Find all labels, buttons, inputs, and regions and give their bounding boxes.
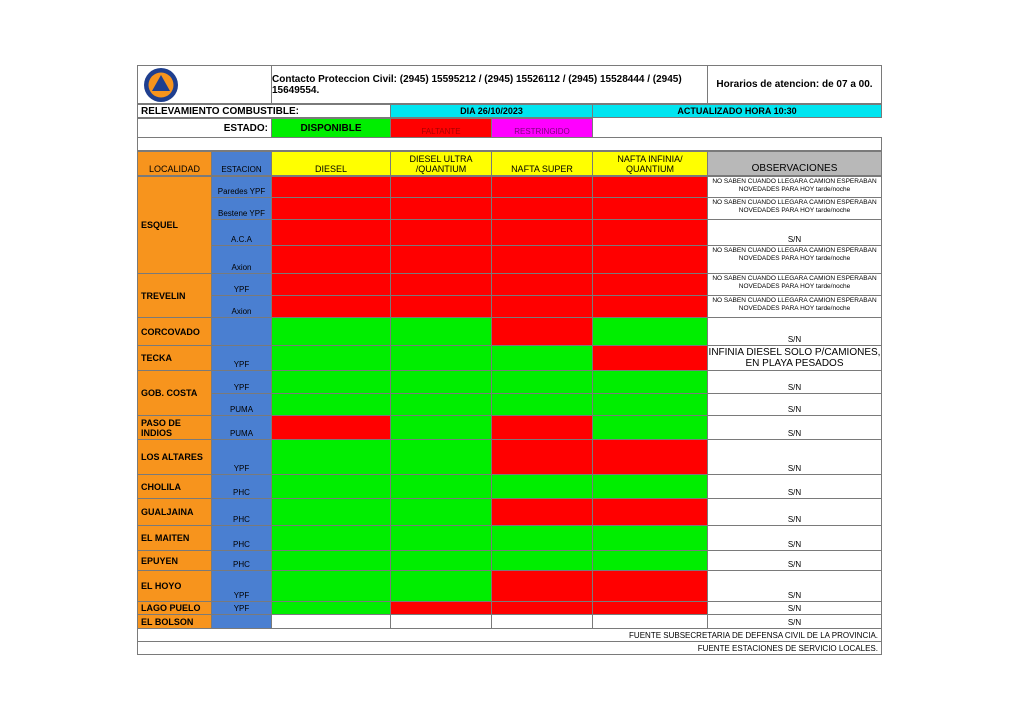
status-cell-missing <box>491 197 593 220</box>
proteccion-civil-logo <box>137 65 272 104</box>
locality-cell: EPUYEN <box>137 550 212 571</box>
status-cell-available <box>390 393 492 416</box>
status-cell-missing <box>271 415 391 440</box>
status-cell-missing <box>271 176 391 198</box>
status-cell-available <box>390 317 492 346</box>
status-cell-missing <box>271 197 391 220</box>
footer-source-1: FUENTE SUBSECRETARIA DE DEFENSA CIVIL DE LA PROVINCIA. <box>137 628 882 642</box>
status-cell-missing <box>491 570 593 602</box>
status-cell-available <box>491 550 593 571</box>
status-cell-missing <box>592 498 708 526</box>
locality-cell: EL HOYO <box>137 570 212 602</box>
status-cell-missing <box>491 601 593 615</box>
status-cell-missing <box>592 295 708 318</box>
col-observations: OBSERVACIONES <box>707 151 882 176</box>
station-cell: A.C.A <box>211 219 272 246</box>
station-cell: YPF <box>211 273 272 296</box>
proteccion-civil-logo-icon <box>138 66 184 104</box>
observation-cell: S/N <box>707 474 882 499</box>
contact-info: Contacto Proteccion Civil: (2945) 15595212 / (2945) 15526112 / (2945) 15528444 / (2945) 15649554. <box>271 65 708 104</box>
col-station: ESTACION <box>211 151 272 176</box>
locality-cell: EL BOLSON <box>137 614 212 629</box>
status-cell-available <box>390 525 492 551</box>
locality-cell: GOB. COSTA <box>137 370 212 416</box>
status-cell-available <box>592 550 708 571</box>
observation-cell: S/N <box>707 498 882 526</box>
observation-cell: S/N <box>707 525 882 551</box>
observation-cell: S/N <box>707 570 882 602</box>
locality-cell: TREVELIN <box>137 273 212 318</box>
station-cell: YPF <box>211 570 272 602</box>
status-cell-none <box>390 614 492 629</box>
status-cell-available <box>271 570 391 602</box>
status-cell-available <box>271 317 391 346</box>
locality-cell: TECKA <box>137 345 212 371</box>
legend-label: ESTADO: <box>137 118 272 138</box>
status-cell-available <box>390 474 492 499</box>
locality-cell: LOS ALTARES <box>137 439 212 475</box>
col-diesel: DIESEL <box>271 151 391 176</box>
observation-cell: S/N <box>707 601 882 615</box>
status-cell-available <box>491 345 593 371</box>
spacer-row <box>137 137 882 151</box>
observation-cell: NO SABEN CUANDO LLEGARA CAMION ESPERABAN NOVEDADES PARA HOY tarde/noche <box>707 176 882 198</box>
updated-label: ACTUALIZADO HORA 10:30 <box>592 104 882 118</box>
station-cell: PHC <box>211 550 272 571</box>
status-cell-available <box>271 370 391 394</box>
status-cell-missing <box>491 245 593 274</box>
status-cell-missing <box>491 498 593 526</box>
status-cell-missing <box>592 439 708 475</box>
observation-cell: S/N <box>707 393 882 416</box>
status-cell-available <box>271 345 391 371</box>
observation-cell: S/N <box>707 415 882 440</box>
observation-cell: S/N <box>707 550 882 571</box>
status-cell-none <box>491 614 593 629</box>
locality-cell: ESQUEL <box>137 176 212 274</box>
status-cell-none <box>592 614 708 629</box>
status-cell-available <box>592 370 708 394</box>
status-cell-missing <box>390 197 492 220</box>
observation-cell: INFINIA DIESEL SOLO P/CAMIONES, EN PLAYA PESADOS <box>708 347 881 369</box>
status-cell-missing <box>491 439 593 475</box>
status-cell-missing <box>592 219 708 246</box>
station-cell: Axion <box>211 245 272 274</box>
observation-cell: S/N <box>707 219 882 246</box>
observation-cell: S/N <box>707 370 882 394</box>
col-diesel-ultra: DIESEL ULTRA /QUANTIUM <box>390 151 492 176</box>
observation-cell: NO SABEN CUANDO LLEGARA CAMION ESPERABAN NOVEDADES PARA HOY tarde/noche <box>707 245 882 274</box>
observation-cell: S/N <box>707 614 882 629</box>
station-cell: YPF <box>211 601 272 615</box>
locality-cell: PASO DE INDIOS <box>137 415 212 440</box>
status-cell-available <box>390 550 492 571</box>
status-cell-missing <box>390 601 492 615</box>
observation-cell: NO SABEN CUANDO LLEGARA CAMION ESPERABAN NOVEDADES PARA HOY tarde/noche <box>707 197 882 220</box>
station-cell: PHC <box>211 498 272 526</box>
locality-cell: CORCOVADO <box>137 317 212 346</box>
locality-cell: CHOLILA <box>137 474 212 499</box>
status-cell-available <box>592 415 708 440</box>
status-cell-available <box>491 393 593 416</box>
status-cell-available <box>271 393 391 416</box>
status-cell-missing <box>592 570 708 602</box>
station-cell <box>211 317 272 346</box>
status-cell-missing <box>592 345 708 371</box>
status-cell-missing <box>271 273 391 296</box>
status-cell-available <box>271 525 391 551</box>
station-cell: Bestene YPF <box>211 197 272 220</box>
status-cell-missing <box>271 219 391 246</box>
status-cell-available <box>592 474 708 499</box>
status-cell-available <box>390 415 492 440</box>
station-cell: Paredes YPF <box>211 176 272 198</box>
status-cell-missing <box>491 273 593 296</box>
legend-empty <box>592 118 882 138</box>
status-cell-missing <box>491 295 593 318</box>
status-cell-available <box>271 601 391 615</box>
status-cell-available <box>592 317 708 346</box>
status-cell-available <box>390 439 492 475</box>
status-cell-available <box>390 370 492 394</box>
status-cell-available <box>271 474 391 499</box>
status-cell-missing <box>271 295 391 318</box>
status-cell-missing <box>592 273 708 296</box>
status-cell-available <box>491 525 593 551</box>
status-cell-missing <box>390 295 492 318</box>
survey-title: RELEVAMIENTO COMBUSTIBLE: <box>137 104 391 118</box>
status-cell-missing <box>592 245 708 274</box>
status-cell-missing <box>390 245 492 274</box>
status-cell-none <box>271 614 391 629</box>
status-cell-missing <box>592 176 708 198</box>
status-cell-available <box>271 550 391 571</box>
station-cell: PUMA <box>211 415 272 440</box>
station-cell: YPF <box>211 439 272 475</box>
observation-cell: S/N <box>707 439 882 475</box>
legend-restricted: RESTRINGIDO <box>491 118 593 138</box>
station-cell: PHC <box>211 525 272 551</box>
station-cell: YPF <box>211 370 272 394</box>
status-cell-available <box>592 393 708 416</box>
observation-cell: NO SABEN CUANDO LLEGARA CAMION ESPERABAN NOVEDADES PARA HOY tarde/noche <box>707 273 882 296</box>
status-cell-missing <box>390 273 492 296</box>
status-cell-available <box>390 498 492 526</box>
station-cell: YPF <box>211 345 272 371</box>
station-cell: PUMA <box>211 393 272 416</box>
status-cell-available <box>592 525 708 551</box>
hours-info: Horarios de atencion: de 07 a 00. <box>707 65 882 104</box>
locality-cell: GUALJAINA <box>137 498 212 526</box>
station-cell: PHC <box>211 474 272 499</box>
status-cell-missing <box>592 601 708 615</box>
status-cell-available <box>491 474 593 499</box>
footer-source-2: FUENTE ESTACIONES DE SERVICIO LOCALES. <box>137 641 882 655</box>
station-cell <box>211 614 272 629</box>
status-cell-missing <box>491 219 593 246</box>
status-cell-available <box>271 439 391 475</box>
status-cell-missing <box>592 197 708 220</box>
station-cell: Axion <box>211 295 272 318</box>
date-label: DIA 26/10/2023 <box>390 104 593 118</box>
status-cell-missing <box>491 176 593 198</box>
col-nafta-super: NAFTA SUPER <box>491 151 593 176</box>
locality-cell: LAGO PUELO <box>137 601 212 615</box>
col-nafta-infinia: NAFTA INFINIA/ QUANTIUM <box>592 151 708 176</box>
status-cell-missing <box>390 176 492 198</box>
status-cell-available <box>390 570 492 602</box>
status-cell-available <box>271 498 391 526</box>
legend-missing: FALTANTE <box>390 118 492 138</box>
locality-cell: EL MAITEN <box>137 525 212 551</box>
observation-cell: S/N <box>707 317 882 346</box>
status-cell-missing <box>390 219 492 246</box>
status-cell-missing <box>491 415 593 440</box>
observation-cell: NO SABEN CUANDO LLEGARA CAMION ESPERABAN NOVEDADES PARA HOY tarde/noche <box>707 295 882 318</box>
status-cell-missing <box>491 317 593 346</box>
status-cell-available <box>491 370 593 394</box>
status-cell-available <box>390 345 492 371</box>
col-locality: LOCALIDAD <box>137 151 212 176</box>
legend-available: DISPONIBLE <box>271 118 391 138</box>
status-cell-missing <box>271 245 391 274</box>
